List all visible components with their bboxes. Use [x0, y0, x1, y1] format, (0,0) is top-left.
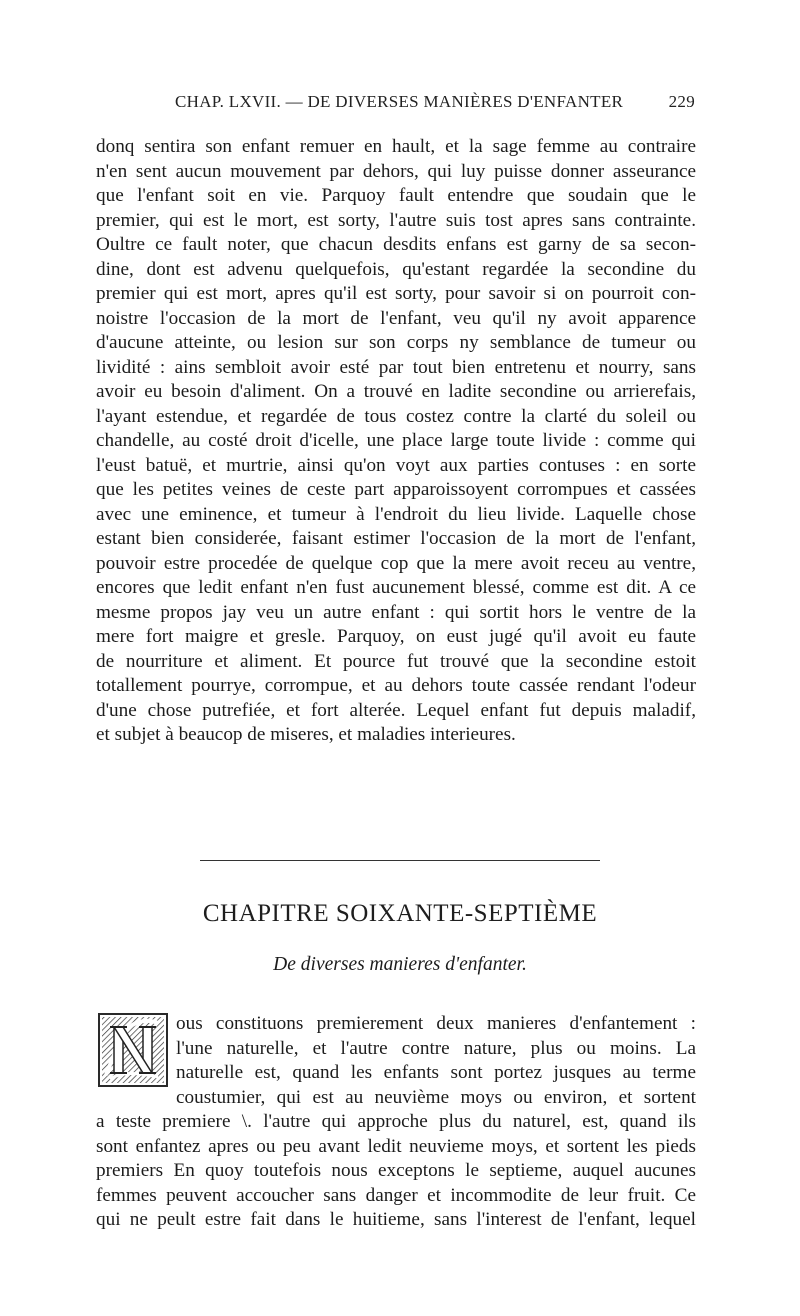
text-line: premiers En quoy toutefois nous exceptons le septieme, auquel aucunes [96, 1160, 696, 1181]
text-line: mere fort maigre et gresle. Parquoy, on eust jugé qu'il avoit eu faute [96, 626, 696, 647]
text-line: encores que ledit enfant n'en fust aucunement blessé, comme est dit. A ce [96, 577, 696, 598]
text-line: dine, dont est advenu quelquefois, qu'estant regardée la secondine du [96, 258, 696, 280]
text-line: estant bien considerée, faisant estimer l'occasion de la mort de l'enfant, [96, 528, 696, 549]
text-line: que l'enfant soit en vie. Parquoy fault entendre que soudain que le [96, 185, 696, 206]
text-line: a teste premiere \. l'autre qui approche plus du naturel, est, quand ils [96, 1111, 696, 1132]
text-line: n'en sent aucun mouvement par dehors, qui luy puisse donner asseurance [96, 160, 696, 182]
text-line: Oultre ce fault noter, que chacun desdits enfans est garny de sa secon- [96, 234, 696, 255]
text-line: de nourriture et aliment. Et pource fut trouvé que la secondine estoit [96, 650, 696, 672]
text-line: ous constituons premierement deux manieres d'enfantement : [176, 1013, 696, 1034]
page-number: 229 [668, 92, 695, 111]
text-line: chandelle, au costé droit d'icelle, une place large toute livide : comme qui [96, 430, 696, 451]
body-text [96, 135, 696, 748]
text-line: coustumier, qui est au neuvième moys ou environ, et sortent [176, 1086, 696, 1108]
text-line: noistre l'occasion de la mort de l'enfant, veu qu'il ny avoit apparence [96, 307, 696, 329]
text-line: naturelle est, quand les enfants sont portez jusques au terme [176, 1062, 696, 1083]
running-head-title: CHAP. LXVII. — DE DIVERSES MANIÈRES D'ENFANTER [175, 92, 624, 111]
text-line: avec une eminence, et tumeur à l'endroit du lieu livide. Laquelle chose [96, 503, 696, 525]
text-line: mesme propos jay veu un autre enfant : qui sortit hors le ventre de la [96, 601, 696, 623]
text-line: et subjet à beaucop de miseres, et maladies interieures. [96, 724, 516, 745]
text-line: totallement pourrye, corrompue, et au dehors toute cassée rendant l'odeur [96, 675, 696, 696]
text-line: premier, qui est le mort, est sorty, l'autre suis tost apres sans contrainte. [96, 209, 696, 231]
running-head [175, 92, 695, 112]
text-line: d'aucune atteinte, ou lesion sur son corps ny semblance de tumeur ou [96, 332, 696, 353]
text-line: d'une chose putrefiée, et fort alterée. Lequel enfant fut depuis maladif, [96, 699, 696, 721]
chapter-subtitle: De diverses manieres d'enfanter. [273, 954, 527, 975]
text-line: l'une naturelle, et l'autre contre nature, plus ou moins. La [176, 1037, 696, 1059]
text-line: femmes peuvent accoucher sans danger et incommodite de leur fruit. Ce [96, 1184, 696, 1206]
text-line: sont enfantez apres ou peu avant ledit neuvieme moys, et sortent les pieds [96, 1135, 696, 1157]
text-line: que les petites veines de ceste part apparoissoyent corrompues et cassées [96, 479, 696, 500]
text-line: l'ayant estendue, et regardée de tous costez contre la clarté du soleil ou [96, 405, 696, 427]
text-line: donq sentira son enfant remuer en hault, et la sage femme au contraire [96, 136, 696, 157]
text-line: premier qui est mort, apres qu'il est sorty, pour savoir si on pourroit con- [96, 283, 696, 304]
text-line: qui ne peult estre fait dans le huitieme, sans l'interest de l'enfant, lequel [96, 1209, 696, 1230]
section-divider [200, 860, 600, 861]
text-line: pouvoir estre procedée de quelque cop que la mere avoit receu au ventre, [96, 552, 696, 574]
chapter-opening-text [96, 1012, 696, 1233]
text-line: avoir eu besoin d'aliment. On a trouvé en ladite secondine ou arrierefais, [96, 381, 696, 402]
text-line: l'eust batuë, et murtrie, ainsi qu'on voyt aux parties contuses : en sorte [96, 454, 696, 476]
text-line: lividité : ains sembloit avoir esté par tout bien entretenu et nourry, sans [96, 356, 696, 378]
chapter-title: CHAPITRE SOIXANTE-SEPTIÈME [202, 900, 598, 927]
